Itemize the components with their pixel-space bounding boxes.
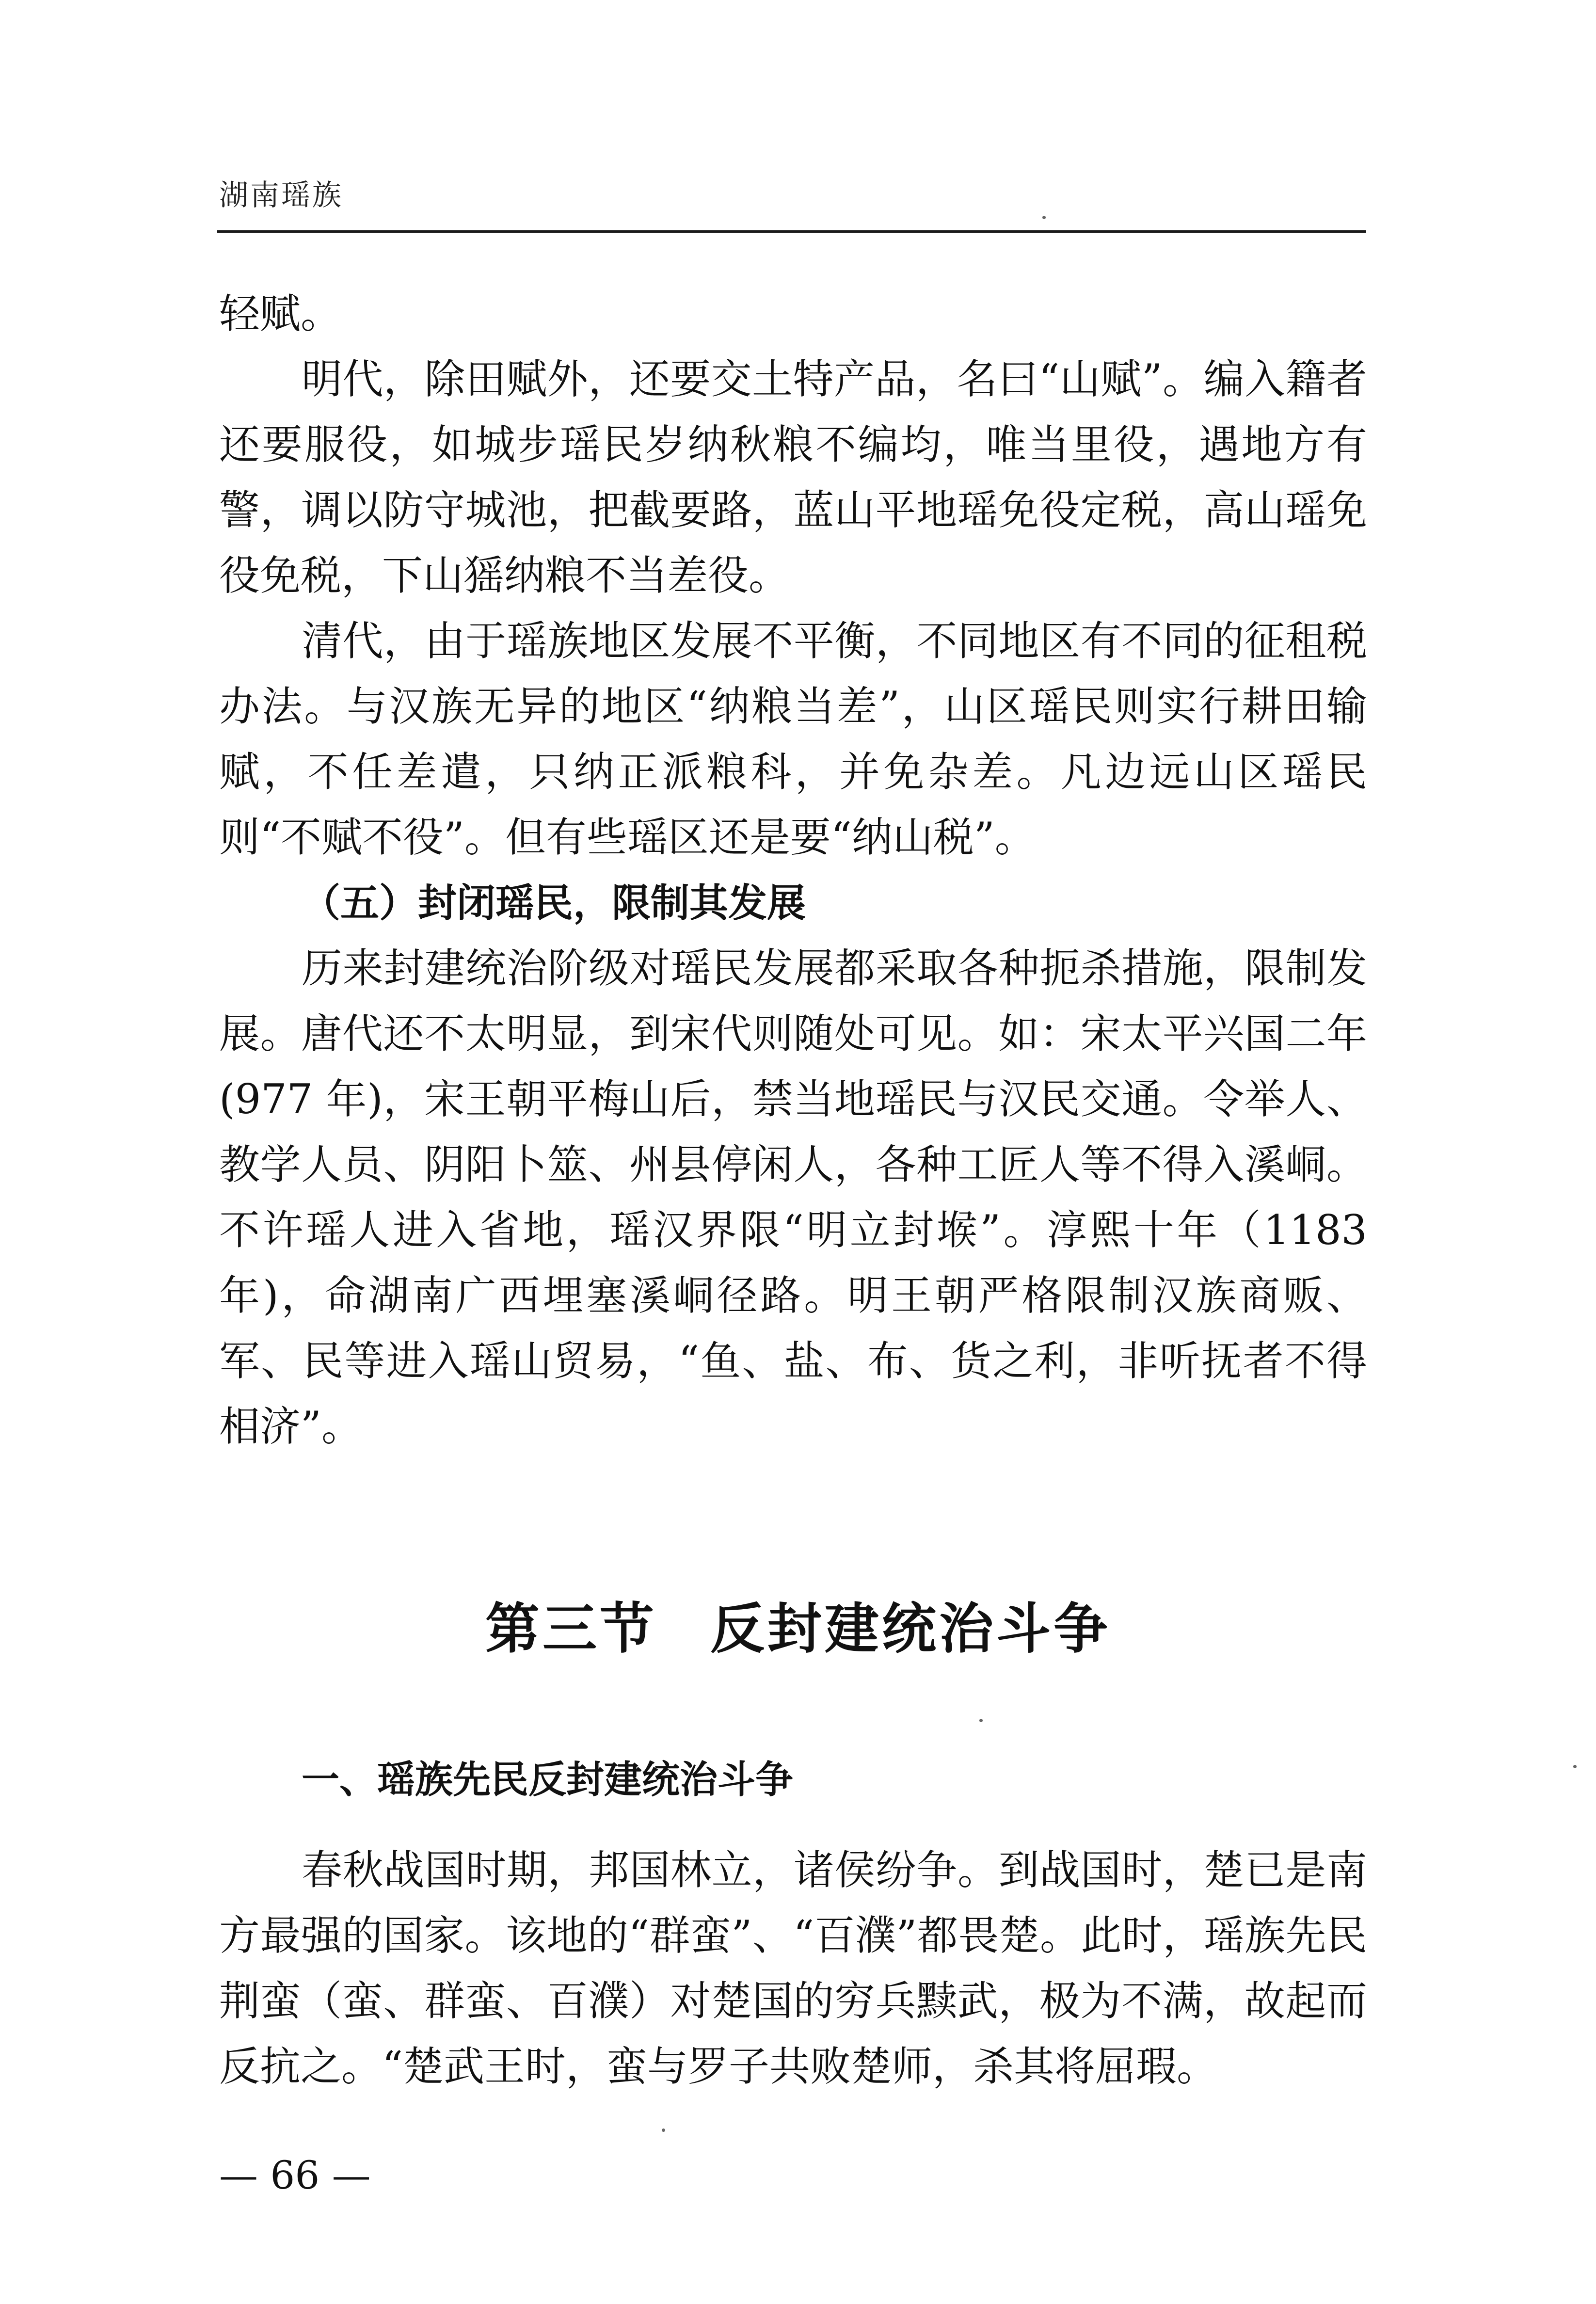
paragraph: 轻赋。 xyxy=(219,290,342,337)
scan-speck xyxy=(979,1719,983,1722)
paragraph: 清代，由于瑶族地区发展不平衡，不同地区有不同的征租税办法。与汉族无异的地区“纳粮当差”，山区瑶民则实行耕田输赋，不任差遣，只纳正派粮科，并免杂差。凡边远山区瑶民则“不赋不役”。但有些瑶区还是要“纳山税”。 xyxy=(219,617,1367,861)
paragraph: 历来封建统治阶级对瑶民发展都采取各种扼杀措施，限制发展。唐代还不太明显，到宋代则随处可见。如：宋太平兴国二年(977 年)，宋王朝平梅山后，禁当地瑶民与汉民交通。令举人、教学人员、阴阳卜筮、州县停闲人，各种工匠人等不得入溪峒。不许瑶人进入省地，瑶汉界限“明立封堠”。淳熙十年（1183年)，命湖南广西埋塞溪峒径路。明王朝严格限制汉族商贩、军、民等进入瑶山贸易，“鱼、盐、布、货之利，非听抚者不得相济”。 xyxy=(219,944,1367,1450)
subsection-heading: （五）封闭瑶民，限制其发展 xyxy=(302,880,806,926)
paragraph: 明代，除田赋外，还要交土特产品，名曰“山赋”。编入籍者还要服役，如城步瑶民岁纳秋粮不编均，唯当里役，遇地方有警，调以防守城池，把截要路，蓝山平地瑶免役定税，高山瑶免役免税，下山猺纳粮不当差役。 xyxy=(219,355,1367,599)
scan-speck xyxy=(1042,216,1046,219)
heading-level-one: 一、瑶族先民反封建统治斗争 xyxy=(302,1758,794,1802)
text-block-upper xyxy=(219,281,1367,1459)
scan-speck xyxy=(662,2128,665,2132)
header-rule xyxy=(217,230,1366,233)
section-title xyxy=(0,1585,1596,1664)
section-title-text: 反封建统治斗争 xyxy=(710,1598,1111,1661)
page-number: — 66 — xyxy=(219,2153,371,2198)
section-number: 第三节 xyxy=(485,1598,657,1661)
paragraph: 春秋战国时期，邦国林立，诸侯纷争。到战国时，楚已是南方最强的国家。该地的“群蛮”、“百濮”都畏楚。此时，瑶族先民荆蛮（蛮、群蛮、百濮）对楚国的穷兵黩武，极为不满，故起而反抗之。“楚武王时，蛮与罗子共败楚师，杀其将屈瑕。 xyxy=(219,1846,1367,2090)
running-head: 湖南瑶族 xyxy=(219,178,343,212)
text-block-lower xyxy=(219,1838,1367,2099)
scan-speck xyxy=(1573,1765,1577,1768)
